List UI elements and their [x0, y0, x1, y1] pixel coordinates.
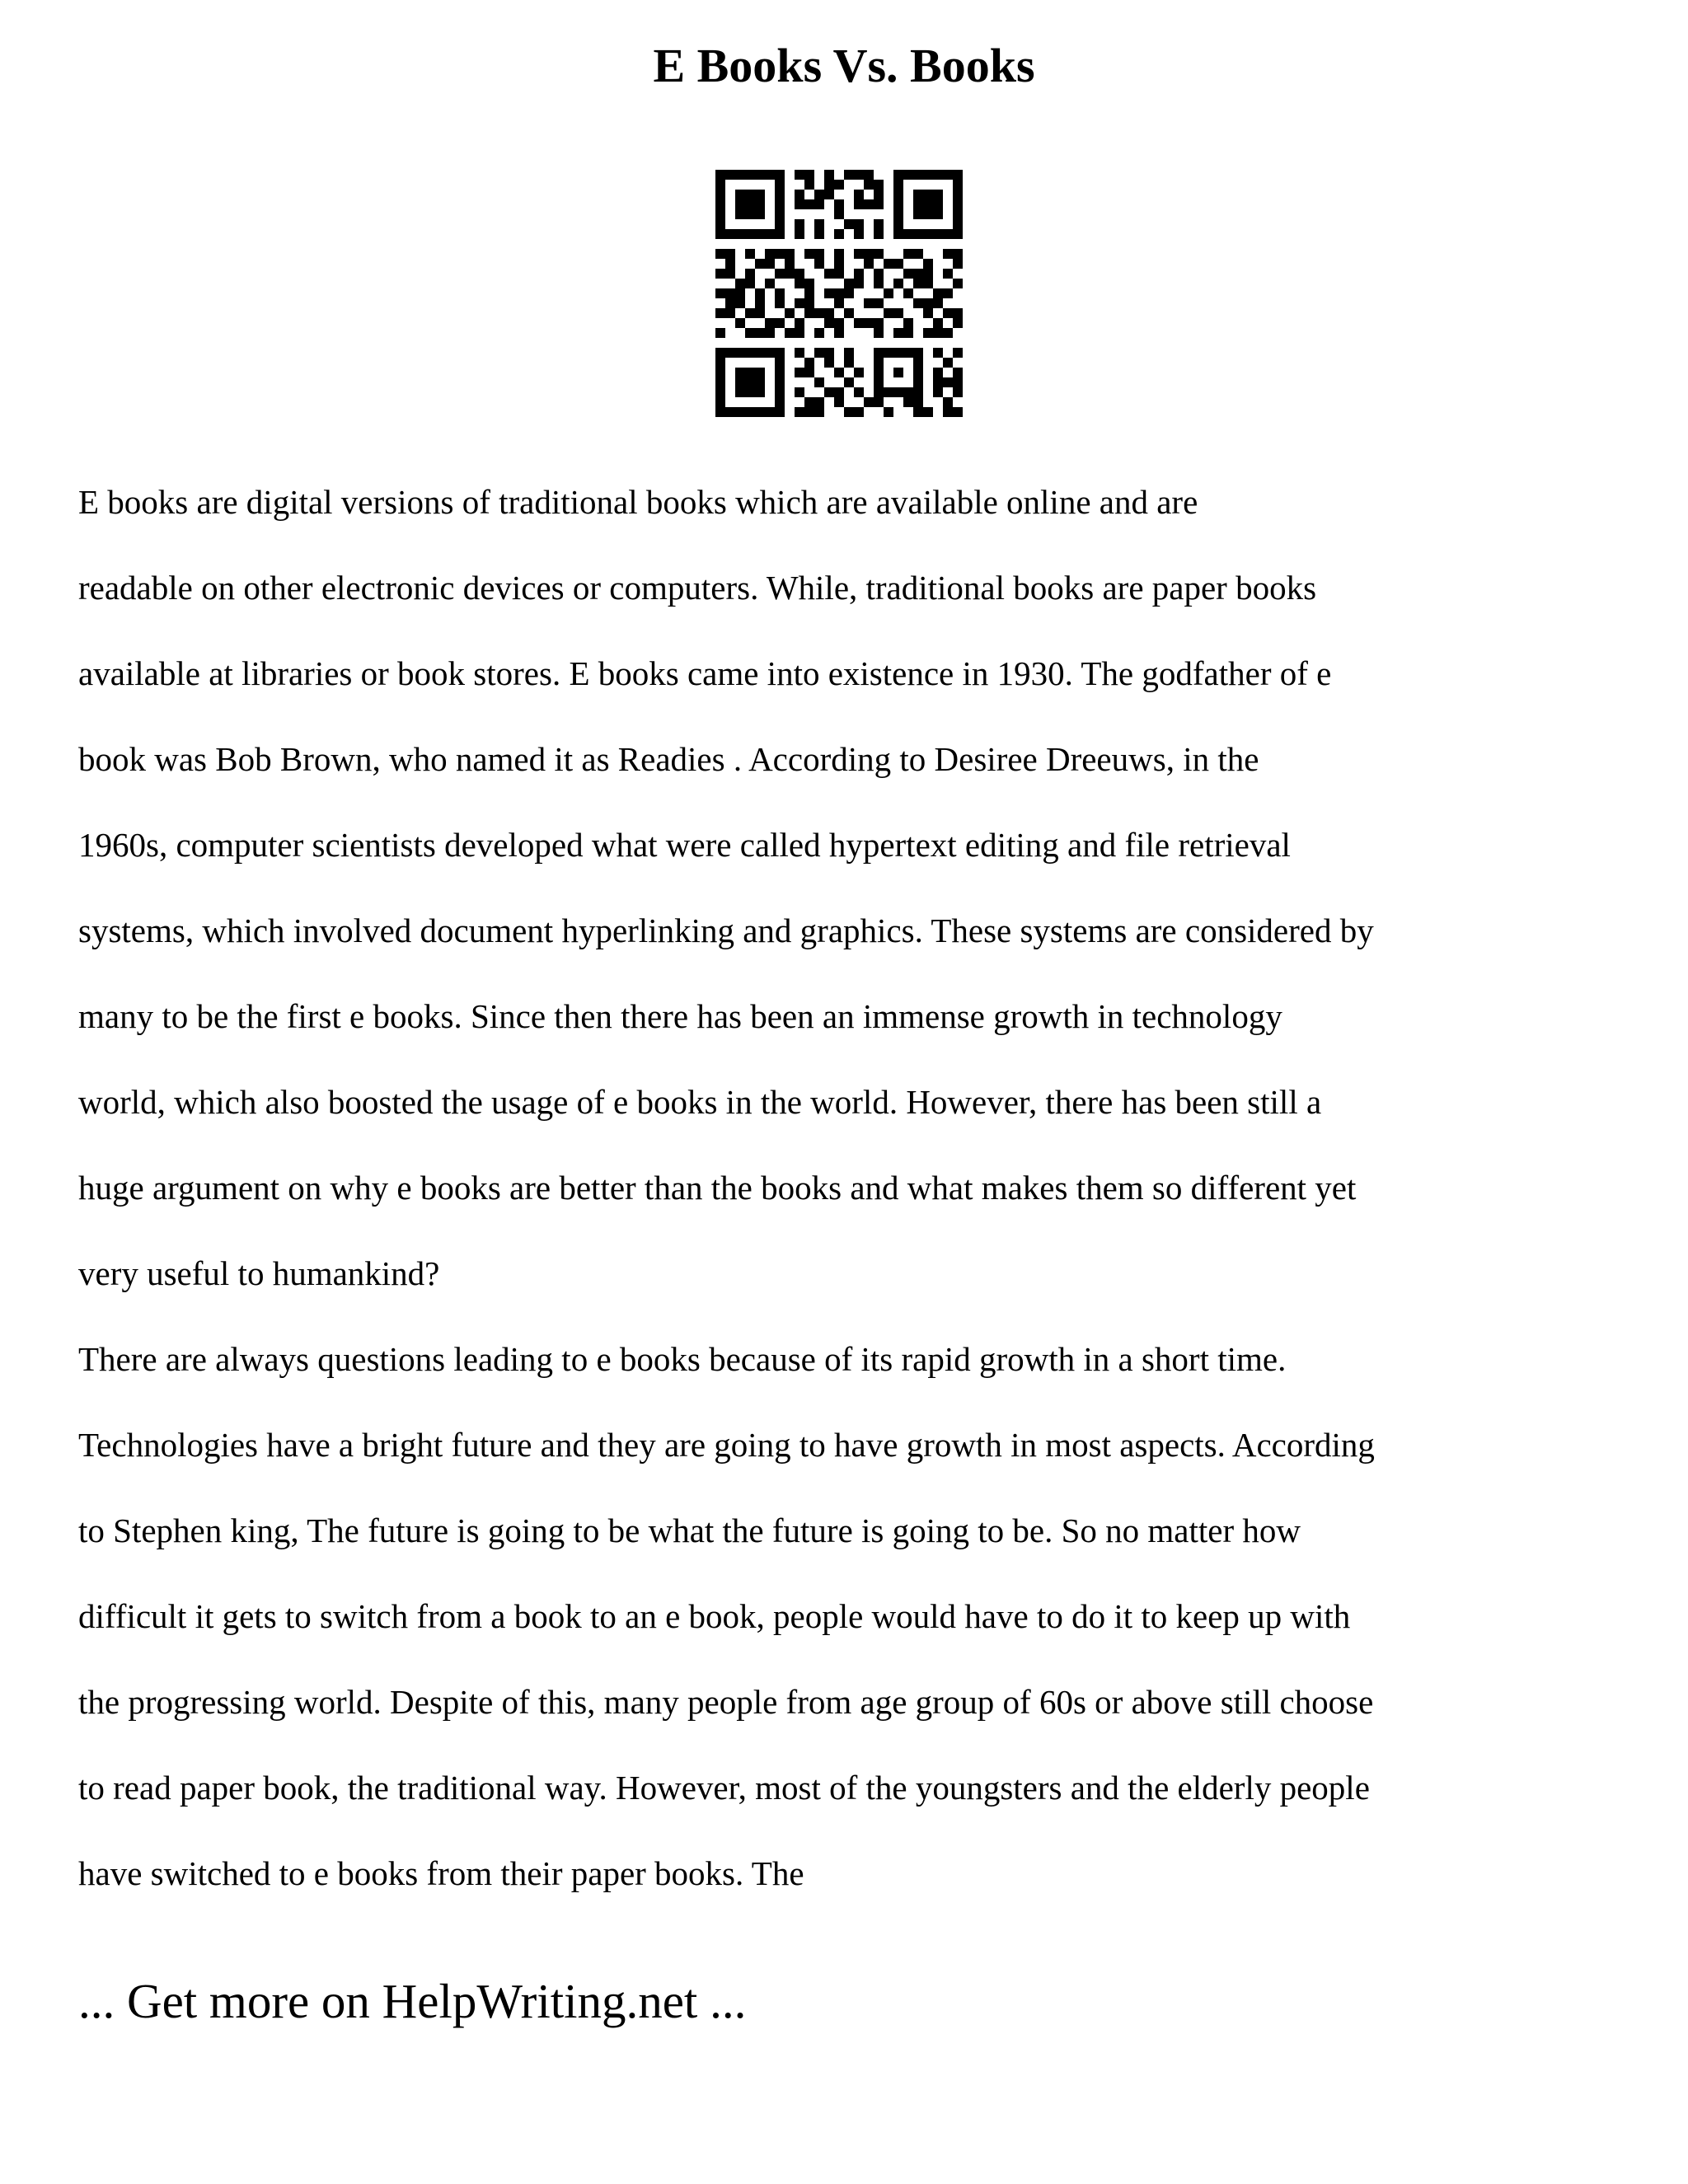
body-line: There are always questions leading to e books because of its rapid growth in a short time. [78, 1340, 1287, 1378]
body-line: have switched to e books from their paper books. The [78, 1854, 804, 1892]
document-title: E Books Vs. Books [653, 39, 1035, 92]
body-line: very useful to humankind? [78, 1254, 440, 1292]
body-line: the progressing world. Despite of this, many people from age group of 60s or above still choose [78, 1683, 1374, 1721]
body-line: readable on other electronic devices or computers. While, traditional books are paper books [78, 569, 1317, 607]
body-line: available at libraries or book stores. E books came into existence in 1930. The godfather of e [78, 654, 1332, 692]
body-line: to read paper book, the traditional way. However, most of the youngsters and the elderly people [78, 1769, 1370, 1807]
body-line: to Stephen king, The future is going to be what the future is going to be. So no matter how [78, 1511, 1301, 1549]
body-line: world, which also boosted the usage of e books in the world. However, there has been still a [78, 1083, 1322, 1121]
body-line: book was Bob Brown, who named it as Readies . According to Desiree Dreeuws, in the [78, 740, 1259, 778]
body-line: many to be the first e books. Since then there has been an immense growth in technology [78, 997, 1282, 1035]
body-line: huge argument on why e books are better than the books and what makes them so different yet [78, 1169, 1357, 1207]
body-line: difficult it gets to switch from a book to an e book, people would have to do it to keep up with [78, 1597, 1351, 1635]
body-line: 1960s, computer scientists developed what were called hypertext editing and file retrieval [78, 826, 1291, 864]
body-line: E books are digital versions of traditional books which are available online and are [78, 483, 1198, 521]
body-line: systems, which involved document hyperlinking and graphics. These systems are considered by [78, 912, 1374, 949]
qr-code-icon [715, 170, 963, 417]
get-more-link[interactable]: ... Get more on HelpWriting.net ... [78, 1974, 747, 2028]
body-line: Technologies have a bright future and they are going to have growth in most aspects. According [78, 1426, 1375, 1464]
